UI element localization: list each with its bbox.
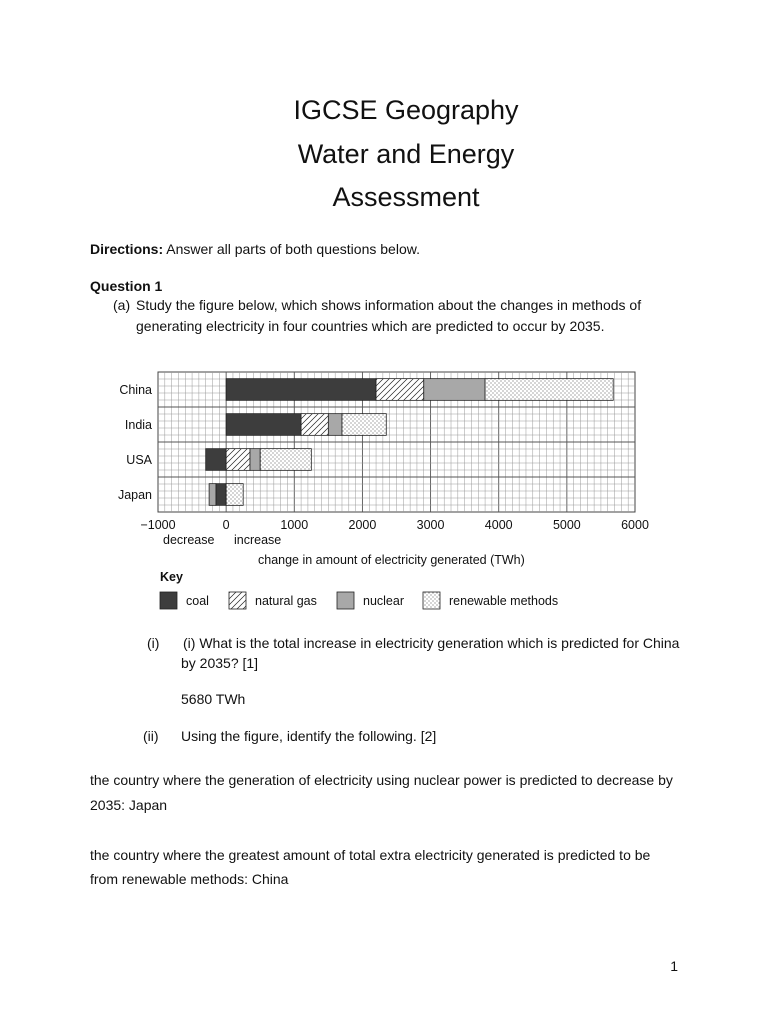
- sub-i-question-line1: (i) What is the total increase in electricity generation which is predicted for China: [183, 635, 680, 651]
- bar-coal-india: [226, 414, 301, 436]
- bar-renewable-methods-japan: [226, 484, 243, 506]
- bar-coal-china: [226, 379, 376, 401]
- sub-ii-marker: (ii): [143, 728, 159, 744]
- bar-nuclear-japan: [209, 484, 216, 506]
- x-tick-label: 1000: [280, 518, 309, 532]
- chart-key-title: Key: [160, 570, 183, 584]
- bar-renewable-methods-india: [342, 414, 386, 436]
- answer-item-1-line1: the country where the generation of electricity using nuclear power is predicted to decrease by: [90, 772, 673, 788]
- sub-i-answer: 5680 TWh: [181, 691, 246, 707]
- bar-renewable-methods-china: [485, 379, 613, 401]
- x-tick-label: −1000: [140, 518, 176, 532]
- x-tick-label: 6000: [621, 518, 649, 532]
- page-subtitle-2: Assessment: [332, 182, 480, 212]
- key-label-natural-gas: natural gas: [255, 594, 317, 608]
- x-tick-label: 2000: [348, 518, 377, 532]
- x-tick-label: 3000: [416, 518, 445, 532]
- chart-category-labels: [118, 383, 153, 502]
- bar-coal-usa: [206, 449, 226, 471]
- part-a-text-line1: Study the figure below, which shows information about the changes in methods of: [136, 297, 642, 313]
- directions-text: Answer all parts of both questions below.: [166, 241, 420, 257]
- sub-i-marker: (i): [147, 635, 160, 651]
- bar-natural-gas-china: [376, 379, 424, 401]
- part-a-text-line2: generating electricity in four countries which are predicted to occur by 2035.: [136, 318, 605, 334]
- category-label: India: [124, 418, 152, 432]
- key-swatch-nuclear: [337, 592, 354, 609]
- bar-nuclear-india: [328, 414, 342, 436]
- category-label: Japan: [117, 488, 152, 502]
- bar-coal-japan: [216, 484, 226, 506]
- key-swatch-natural-gas: [229, 592, 246, 609]
- directions-label: Directions:: [90, 241, 164, 257]
- answer-item-1-line2: 2035: Japan: [90, 797, 168, 813]
- key-swatch-renewable-methods: [423, 592, 440, 609]
- sub-ii-question: Using the figure, identify the following. [2]: [181, 728, 437, 744]
- page-number: 1: [670, 958, 678, 974]
- question-heading: Question 1: [90, 278, 163, 294]
- category-label: USA: [126, 453, 152, 467]
- decrease-label: decrease: [163, 533, 215, 547]
- key-swatch-coal: [160, 592, 177, 609]
- chart-key: [160, 592, 558, 609]
- answer-item-2-line1: the country where the greatest amount of total extra electricity generated is predicted to be: [90, 847, 651, 863]
- part-a-marker: (a): [113, 297, 131, 313]
- x-tick-label: 4000: [484, 518, 513, 532]
- chart-x-axis-label: change in amount of electricity generated (TWh): [258, 553, 525, 567]
- bar-nuclear-usa: [250, 449, 260, 471]
- category-label: China: [119, 383, 152, 397]
- electricity-change-chart: [108, 360, 688, 620]
- directions: [90, 240, 420, 258]
- bar-renewable-methods-usa: [260, 449, 311, 471]
- x-tick-label: 0: [222, 518, 230, 532]
- answer-item-2-line2: from renewable methods: China: [90, 871, 289, 887]
- key-label-coal: coal: [186, 594, 209, 608]
- sub-i-question-line2: by 2035? [1]: [181, 655, 259, 671]
- chart-tick-labels: [140, 518, 649, 532]
- increase-label: increase: [234, 533, 282, 547]
- bar-nuclear-china: [424, 379, 485, 401]
- page-title: IGCSE Geography: [293, 95, 519, 125]
- bar-natural-gas-india: [301, 414, 328, 436]
- page-subtitle: Water and Energy: [297, 139, 515, 169]
- bar-natural-gas-usa: [226, 449, 250, 471]
- x-tick-label: 5000: [552, 518, 581, 532]
- key-label-nuclear: nuclear: [363, 594, 404, 608]
- key-label-renewable-methods: renewable methods: [449, 594, 559, 608]
